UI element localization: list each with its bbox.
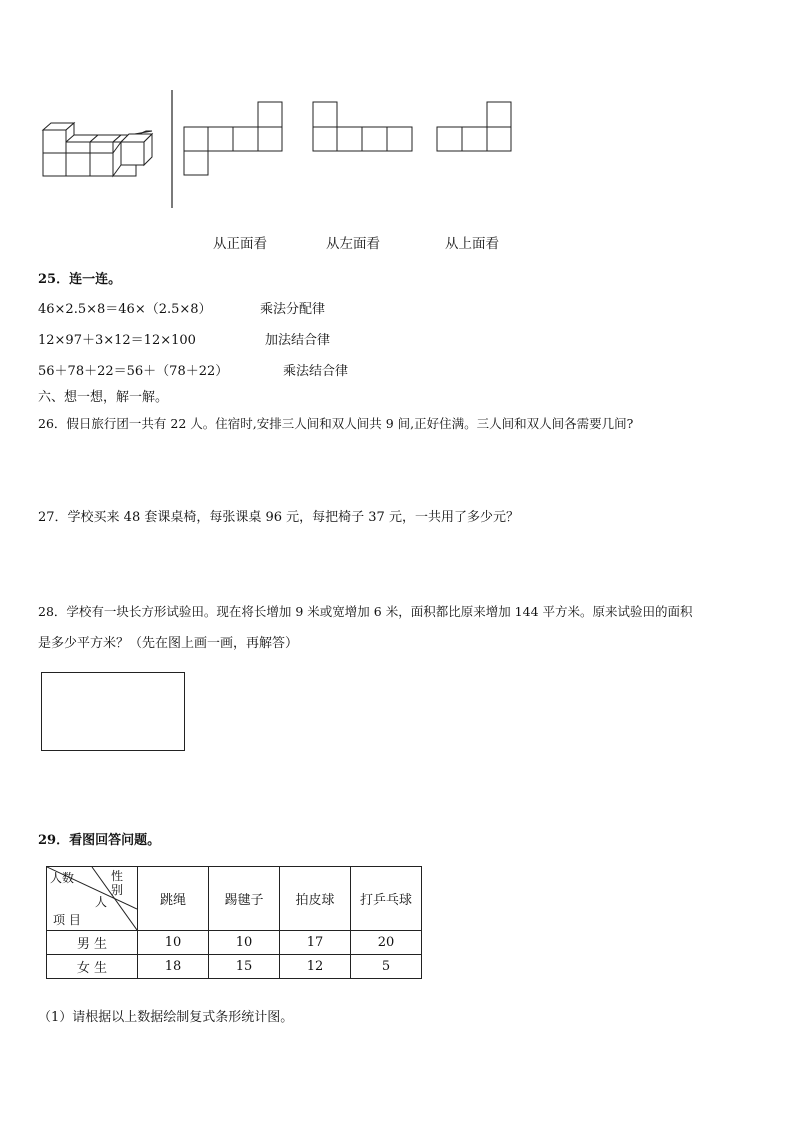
q29-title: 29．看图回答问题。 [38, 833, 161, 848]
cube-views-figure [0, 0, 794, 230]
row-label-boys: 男 生 [47, 931, 138, 955]
q28-text-line2: 是多少平方米？（先在图上画一画，再解答） [38, 636, 299, 651]
q25-title: 25．连一连。 [38, 272, 122, 287]
cube-solid [43, 123, 152, 176]
top-view-label: 从上面看 [445, 236, 499, 252]
col-header-bounce-ball: 拍皮球 [280, 867, 351, 931]
corner-cell [47, 867, 138, 931]
q27-text: 27．学校买来 48 套课桌椅，每张课桌 96 元，每把椅子 37 元，一共用了多少元？ [38, 510, 519, 525]
q25-law-3: 乘法结合律 [283, 364, 349, 379]
table-row-boys [47, 931, 422, 955]
field-rectangle [41, 672, 185, 751]
cell-boys-jump-rope: 10 [138, 931, 209, 955]
left-view [313, 102, 412, 151]
q28-text-line1: 28．学校有一块长方形试验田。现在将长增加 9 米或宽增加 6 米，面积都比原来增加 144 平方米。原来试验田的面积 [38, 604, 693, 619]
q25-law-2: 加法结合律 [265, 333, 331, 348]
left-view-label: 从左面看 [326, 236, 380, 252]
cell-girls-bounce-ball: 12 [280, 955, 351, 979]
section-6-title: 六、想一想，解一解。 [38, 390, 169, 405]
col-header-jump-rope: 跳绳 [138, 867, 209, 931]
cell-boys-bounce-ball: 17 [280, 931, 351, 955]
q25-law-1: 乘法分配律 [260, 302, 326, 317]
col-header-ping-pong: 打乒乓球 [351, 867, 422, 931]
cell-boys-ping-pong: 20 [351, 931, 422, 955]
cell-girls-ping-pong: 5 [351, 955, 422, 979]
front-view [184, 102, 282, 175]
corner-gender-label: 性别 [110, 869, 123, 897]
corner-person-label: 人 [95, 895, 108, 909]
q25-expr-2: 12×97＋3×12＝12×100 [38, 333, 196, 348]
top-view [437, 102, 511, 151]
q25-expr-3: 56＋78＋22＝56＋（78＋22） [38, 364, 229, 379]
cell-girls-shuttlecock: 15 [209, 955, 280, 979]
cell-girls-jump-rope: 18 [138, 955, 209, 979]
cell-boys-shuttlecock: 10 [209, 931, 280, 955]
table-row-girls [47, 955, 422, 979]
sports-table [46, 866, 422, 979]
q25-expr-1: 46×2.5×8＝46×（2.5×8） [38, 302, 212, 317]
q29-sub1: （1）请根据以上数据绘制复式条形统计图。 [38, 1010, 294, 1025]
corner-item-label: 项 目 [53, 913, 81, 927]
col-header-shuttlecock: 踢毽子 [209, 867, 280, 931]
front-view-label: 从正面看 [213, 236, 267, 252]
corner-count-label: 人数 [50, 871, 75, 885]
q26-text: 26．假日旅行团一共有 22 人。住宿时,安排三人间和双人间共 9 间,正好住满。三人间和双人间各需要几间? [38, 416, 634, 431]
row-label-girls: 女 生 [47, 955, 138, 979]
